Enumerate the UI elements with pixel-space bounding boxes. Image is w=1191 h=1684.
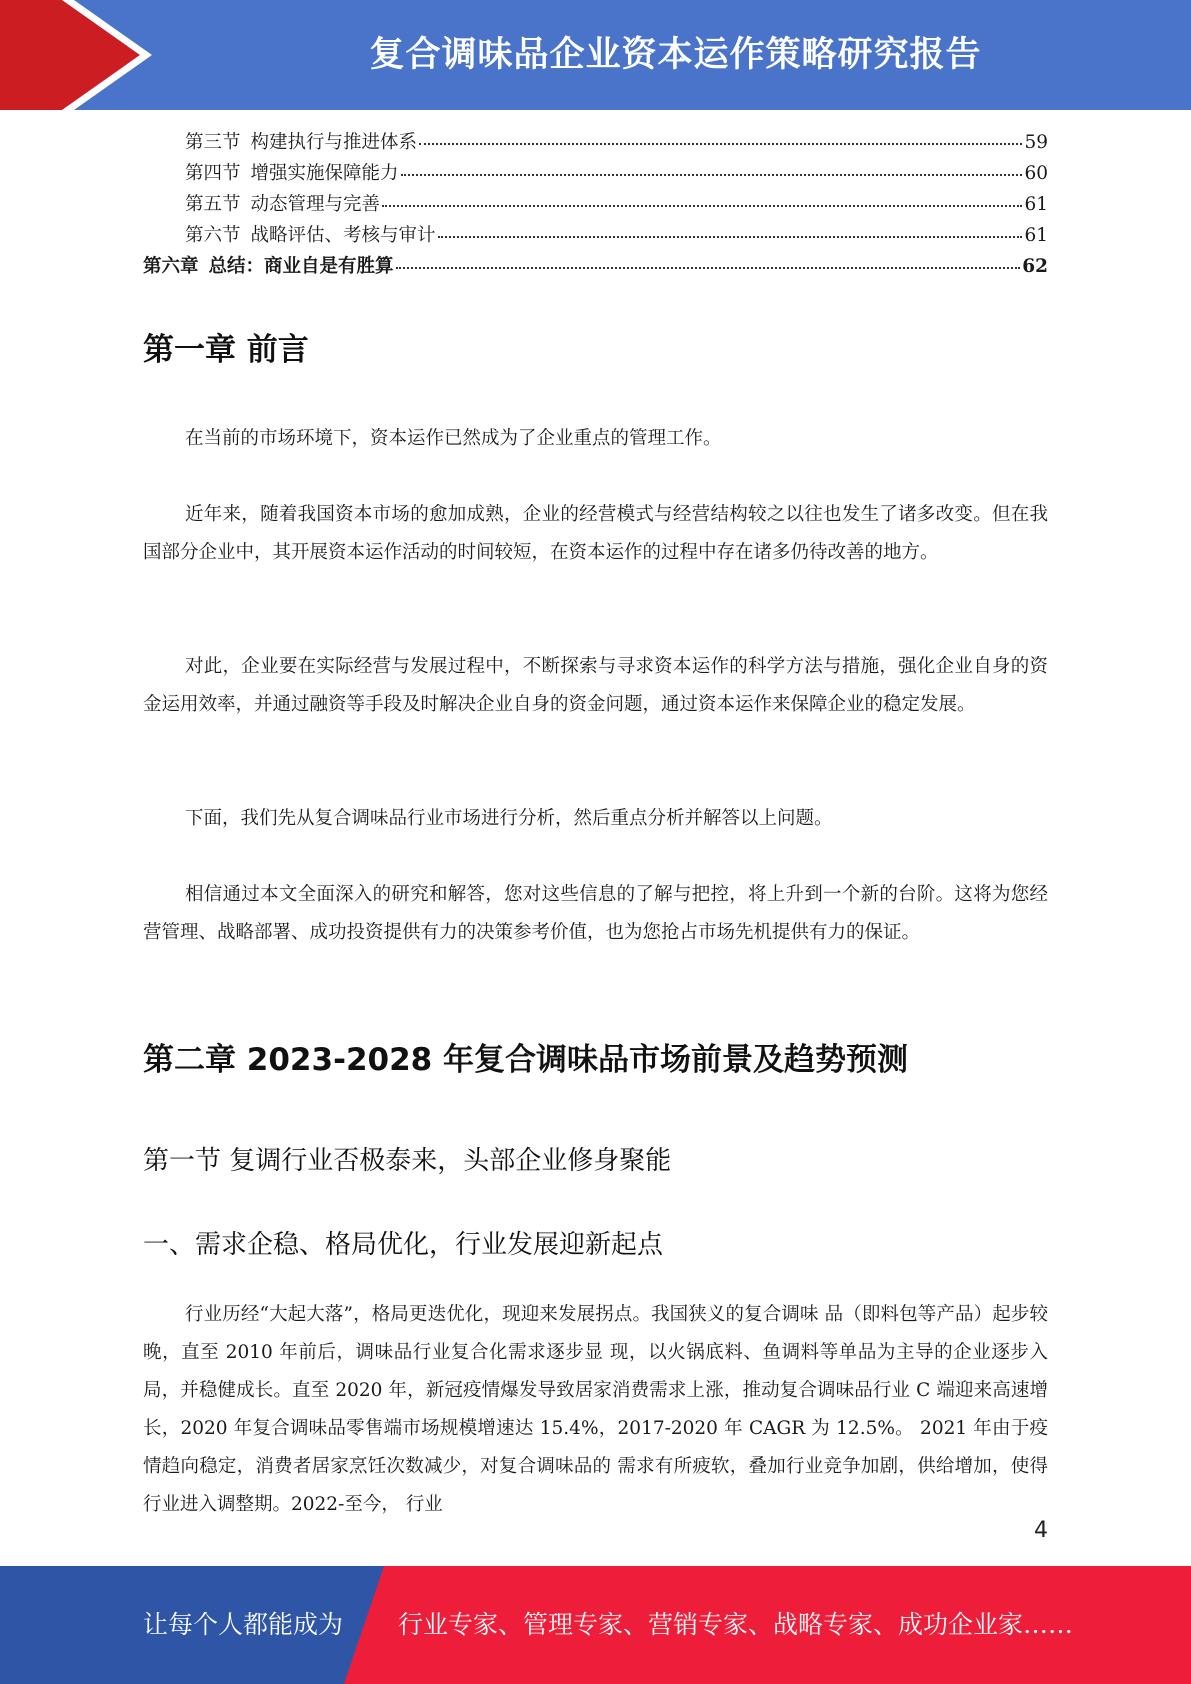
chapter-1-paragraph: 下面，我们先从复合调味品行业市场进行分析，然后重点分析并解答以上问题。 (185, 808, 833, 829)
toc-leader-dots (438, 236, 1023, 238)
toc-entry-number: 第三节 (185, 132, 241, 153)
toc-leader-dots (396, 267, 1021, 269)
toc-entry-number: 第五节 (185, 194, 241, 215)
section-heading: 第一节 复调行业否极泰来，头部企业修身聚能 (143, 1146, 672, 1176)
toc-entry[interactable] (143, 252, 1048, 283)
toc-leader-dots (401, 174, 1023, 176)
chapter-1-paragraph: 在当前的市场环境下，资本运作已然成为了企业重点的管理工作。 (185, 428, 722, 449)
toc-entry[interactable] (143, 221, 1048, 252)
subsection-heading: 一、需求企稳、格局优化，行业发展迎新起点 (143, 1230, 664, 1260)
toc-entry-title: 战略评估、考核与审计 (250, 225, 436, 246)
chapter-1-heading: 第一章 前言 (143, 332, 309, 368)
toc-entry-number: 第六章 (143, 256, 199, 277)
footer-banner (0, 1566, 1191, 1684)
table-of-contents (143, 128, 1048, 283)
toc-entry-title: 增强实施保障能力 (250, 163, 399, 184)
toc-entry-page: 61 (1024, 225, 1048, 246)
header-arrow-decoration (0, 0, 160, 110)
toc-entry[interactable] (143, 190, 1048, 221)
toc-leader-dots (382, 205, 1022, 207)
toc-entry-page: 59 (1024, 132, 1048, 153)
toc-entry-title: 总结：商业自是有胜算 (208, 256, 394, 277)
toc-leader-dots (419, 143, 1022, 145)
toc-entry[interactable] (143, 128, 1048, 159)
report-title: 复合调味品企业资本运作策略研究报告 (369, 35, 982, 75)
footer-slogan-right: 行业专家、管理专家、营销专家、战略专家、成功企业家…… (398, 1610, 1074, 1639)
page-number: 4 (1034, 1518, 1048, 1543)
chapter-1-paragraph: 对此，企业要在实际经营与发展过程中，不断探索与寻求资本运作的科学方法与措施，强化企业自身的资金运用效率，并通过融资等手段及时解决企业自身的资金问题，通过资本运作来保障企业的稳定发展。 (143, 656, 1048, 715)
toc-entry-page: 60 (1024, 163, 1048, 184)
toc-entry-page: 61 (1024, 194, 1048, 215)
toc-entry-page: 62 (1022, 256, 1048, 277)
chapter-1-paragraph: 相信通过本文全面深入的研究和解答，您对这些信息的了解与把控，将上升到一个新的台阶。这将为您经营管理、战略部署、成功投资提供有力的决策参考价值，也为您抢占市场先机提供有力的保证。 (143, 884, 1048, 943)
footer-slogan-left: 让每个人都能成为 (143, 1610, 344, 1639)
toc-entry-title: 构建执行与推进体系 (250, 132, 418, 153)
toc-entry-number: 第六节 (185, 225, 241, 246)
chapter-2-heading: 第二章 2023-2028 年复合调味品市场前景及趋势预测 (143, 1042, 909, 1078)
chapter-2-paragraph: 行业历经“大起大落”，格局更迭优化，现迎来发展拐点。我国狭义的复合调味 品（即料包等产品）起步较晚，直至 2010 年前后，调味品行业复合化需求逐步显 现，以火锅底料、鱼调料等单品为主导的企业逐步入局，并稳健成长。直至 2020 年，新冠疫情爆发导致居家消费需求上涨，推动复合调味品行业 C 端迎来高速增 长，2020 年复合调味品零售端市场规模增速达 15.4%，2017-2020 年 CAGR 为 12.5%。 2021 年由于疫情趋向稳定，消费者居家烹饪次数减少，对复合调味品的 需求有所疲软，叠加行业竞争加剧，供给增加，使得行业进入调整期。2022-至今， 行业 (143, 1304, 1048, 1515)
toc-entry-title: 动态管理与完善 (250, 194, 381, 215)
toc-entry[interactable] (143, 159, 1048, 190)
toc-entry-number: 第四节 (185, 163, 241, 184)
chapter-1-paragraph: 近年来，随着我国资本市场的愈加成熟，企业的经营模式与经营结构较之以往也发生了诸多改变。但在我国部分企业中，其开展资本运作活动的时间较短，在资本运作的过程中存在诸多仍待改善的地方。 (143, 504, 1048, 563)
header-banner (0, 0, 1191, 110)
